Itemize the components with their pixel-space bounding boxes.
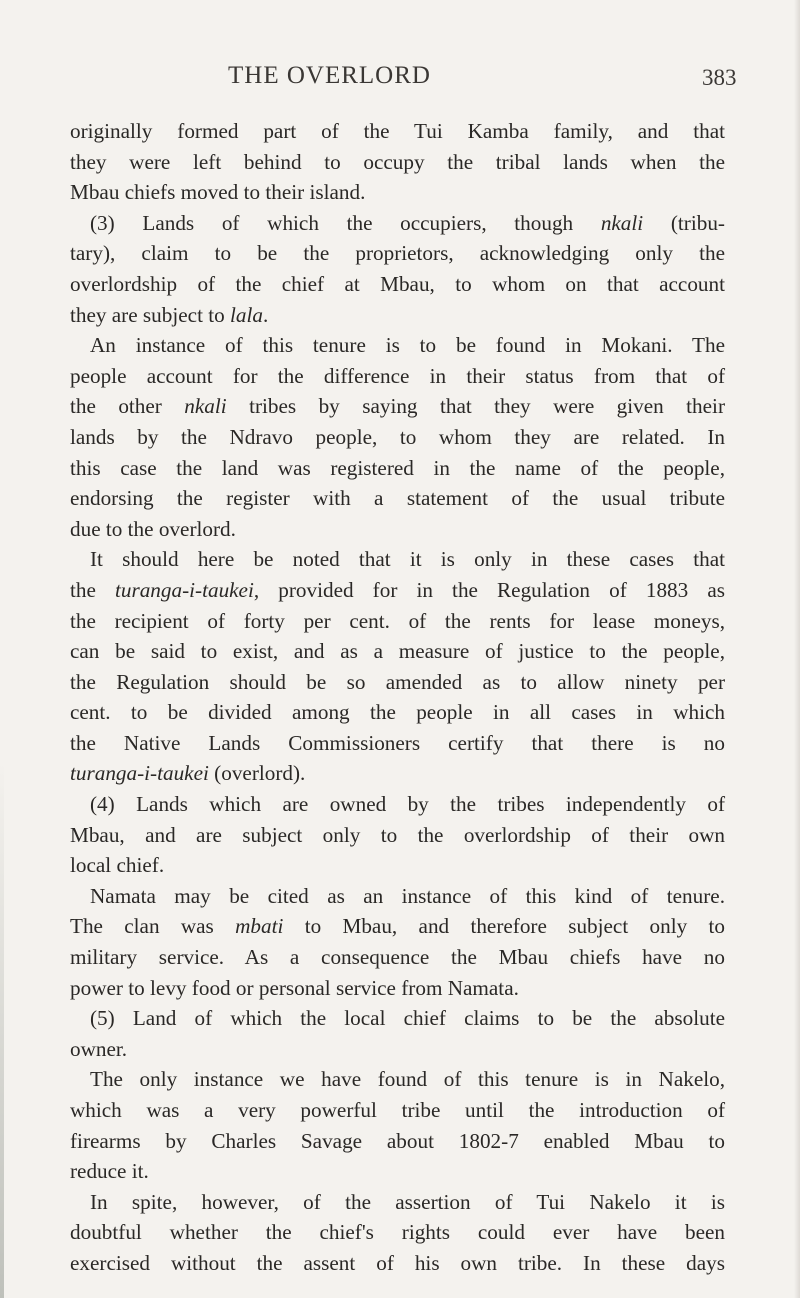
text-run: endorsing the register with a statement of the usual tribute <box>70 486 725 511</box>
text-run: local chief. <box>70 853 165 878</box>
text-run: tary), claim to be the proprietors, acknowledging only the <box>70 241 725 266</box>
italic-term: mbati <box>235 914 284 939</box>
text-run: reduce it. <box>70 1159 149 1184</box>
text-run: overlordship of the chief at Mbau, to whom on that account <box>70 271 725 296</box>
running-title: THE OVERLORD <box>228 62 431 89</box>
text-run: exercised without the assent of his own tribe. In these days <box>70 1250 725 1275</box>
text-line <box>70 973 725 1004</box>
text-line <box>70 820 725 851</box>
text-line <box>70 1217 725 1248</box>
italic-term: turanga-i-taukei <box>70 761 209 786</box>
text-line <box>70 300 725 331</box>
text-run: due to the overlord. <box>70 516 236 541</box>
text-line <box>70 667 725 698</box>
page-edge-shadow <box>794 0 800 1298</box>
italic-term: lala <box>230 302 263 327</box>
text-run: people account for the difference in their status from that of <box>70 363 725 388</box>
text-line <box>70 422 725 453</box>
text-run: lands by the Ndravo people, to whom they are related. In <box>70 424 725 449</box>
text-line <box>70 1187 725 1218</box>
text-line <box>70 758 725 789</box>
text-line <box>70 911 725 942</box>
text-line <box>70 483 725 514</box>
text-line <box>70 330 725 361</box>
text-line <box>70 391 725 422</box>
text-line <box>70 789 725 820</box>
text-run: the <box>70 577 115 602</box>
text-line <box>70 1003 725 1034</box>
text-run: (4) Lands which are owned by the tribes independently of <box>90 792 725 817</box>
text-line <box>70 881 725 912</box>
text-run: originally formed part of the Tui Kamba family, and that <box>70 119 725 143</box>
text-run: Mbau, and are subject only to the overlordship of their own <box>70 822 725 847</box>
text-run: The clan was <box>70 914 236 939</box>
binding-edge <box>0 760 4 1298</box>
text-line <box>70 1034 725 1065</box>
text-run: (tribu- <box>643 210 725 235</box>
text-line <box>70 147 725 178</box>
text-line <box>70 238 725 269</box>
text-run: tribes by saying that they were given their <box>226 394 725 419</box>
text-line <box>70 1248 725 1279</box>
text-line <box>70 544 725 575</box>
text-run: , provided for in the Regulation of 1883 as <box>253 577 725 602</box>
text-line <box>70 453 725 484</box>
text-line <box>70 728 725 759</box>
text-run: (3) Lands of which the occupiers, though <box>90 210 601 235</box>
running-header <box>0 56 800 96</box>
text-run: The only instance we have found of this tenure is in Nakelo, <box>90 1067 725 1092</box>
text-run: which was a very powerful tribe until the introduction of <box>70 1098 725 1122</box>
text-run: this case the land was registered in the name of the people, <box>70 455 725 480</box>
text-run: the Native Lands Commissioners certify that there is no <box>70 730 725 755</box>
text-line <box>70 1156 725 1187</box>
text-line <box>70 606 725 637</box>
text-line <box>70 942 725 973</box>
text-run: doubtful whether the chief's rights could ever have been <box>70 1220 725 1245</box>
text-line <box>70 1095 725 1126</box>
text-line <box>70 208 725 239</box>
text-line <box>70 575 725 606</box>
text-line <box>70 636 725 667</box>
text-line <box>70 1126 725 1157</box>
text-run: power to levy food or personal service from Namata. <box>70 975 519 1000</box>
text-run: An instance of this tenure is to be found in Mokani. The <box>90 333 725 358</box>
text-run: . <box>263 302 269 327</box>
text-line <box>70 116 725 147</box>
text-line <box>70 177 725 208</box>
text-run: the other <box>70 394 185 419</box>
body-text <box>70 116 725 1279</box>
text-run: military service. As a consequence the Mbau chiefs have no <box>70 945 725 970</box>
text-line <box>70 697 725 728</box>
text-run: Namata may be cited as an instance of this kind of tenure. <box>90 883 725 908</box>
text-run: they are subject to <box>70 302 231 327</box>
text-run: owner. <box>70 1036 128 1061</box>
text-run: It should here be noted that it is only in these cases that <box>90 547 725 572</box>
italic-term: turanga-i-taukei <box>114 577 254 602</box>
text-run: the Regulation should be so amended as to allow ninety per <box>70 669 725 694</box>
text-run: can be said to exist, and as a measure of justice to the people, <box>70 639 725 664</box>
text-run: to Mbau, and therefore subject only to <box>283 914 725 939</box>
text-line <box>70 361 725 392</box>
text-line <box>70 514 725 545</box>
text-run: (5) Land of which the local chief claims to be the absolute <box>90 1006 725 1031</box>
text-line <box>70 850 725 881</box>
italic-term: nkali <box>600 210 644 235</box>
italic-term: nkali <box>184 394 227 419</box>
page-number: 383 <box>702 65 737 90</box>
text-run: (overlord). <box>208 761 306 786</box>
text-run: Mbau chiefs moved to their island. <box>70 180 366 205</box>
text-line <box>70 269 725 300</box>
text-run: the recipient of forty per cent. of the rents for lease moneys, <box>70 608 725 633</box>
text-run: they were left behind to occupy the tribal lands when the <box>70 149 725 174</box>
text-run: cent. to be divided among the people in all cases in which <box>70 700 725 725</box>
text-run: In spite, however, of the assertion of Tui Nakelo it is <box>90 1189 725 1214</box>
text-run: firearms by Charles Savage about 1802-7 enabled Mbau to <box>70 1128 725 1153</box>
text-line <box>70 1064 725 1095</box>
